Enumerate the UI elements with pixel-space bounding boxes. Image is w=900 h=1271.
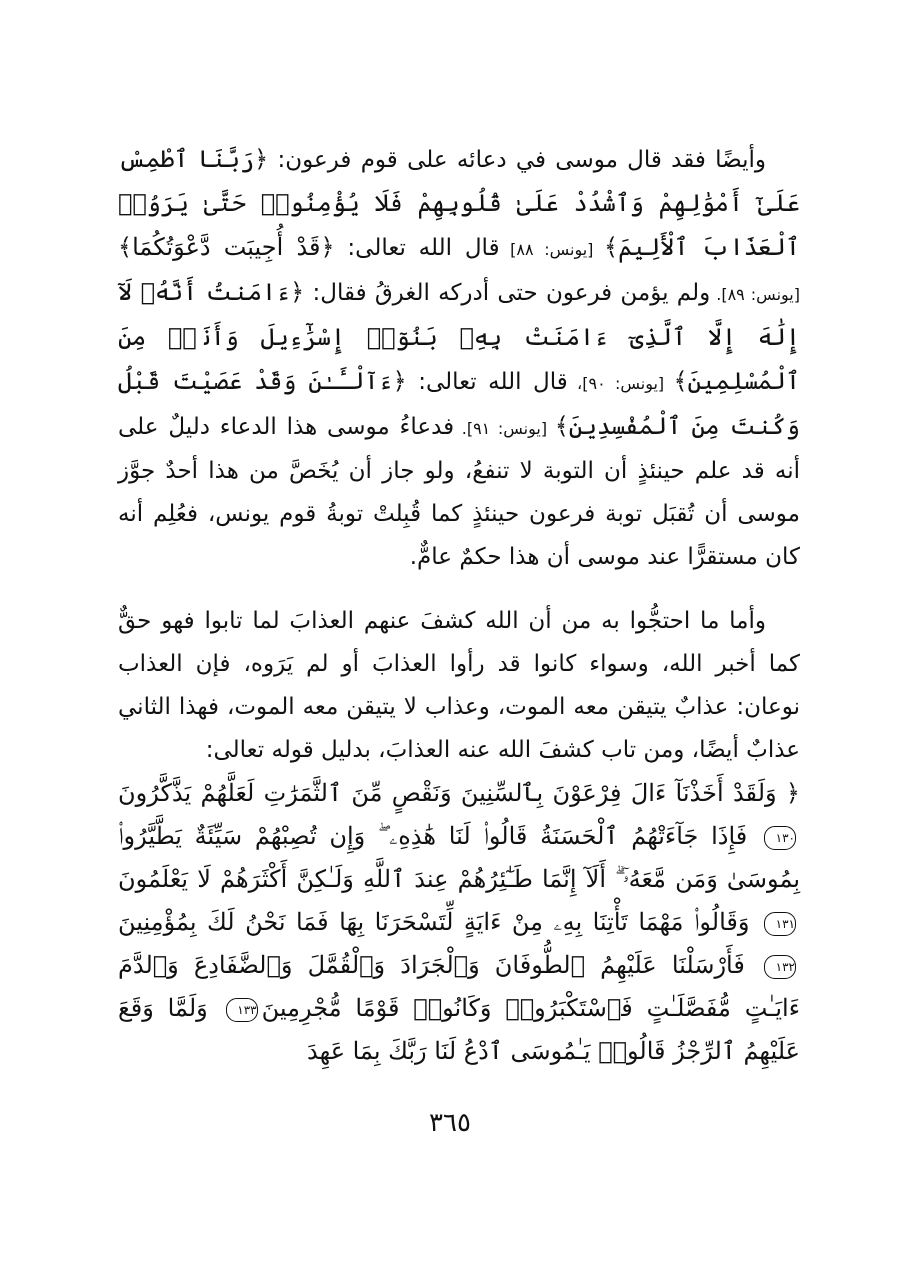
quran-verse: ﴿ءَآلْـَٔـٰنَ وَقَدْ عَصَيْتَ قَبْلُ وَكُنتَ مِنَ ٱلْمُفْسِدِينَ﴾: [118, 367, 800, 440]
verse-reference: [يونس: ٨٨]: [499, 240, 605, 259]
verse-reference: [يونس: ٩١].: [454, 419, 555, 438]
ayah-number-mark: ١٣١: [764, 912, 796, 936]
body-text: ولم يؤمن فرعون حتى أدركه الغرقُ فقال:: [304, 280, 711, 306]
ayah-number-mark: ١٣٠: [764, 826, 796, 850]
body-text: قال الله تعالى:: [406, 369, 568, 395]
paragraph: [118, 138, 800, 579]
quran-verse: ﴿قَدْ أُجِيبَت دَّعْوَتُكُمَا﴾: [118, 233, 335, 261]
ayah-number-mark: ١٣٣: [226, 998, 258, 1022]
page-number: ٣٦٥: [429, 1108, 471, 1138]
quran-verse: وَلَمَّا وَقَعَ عَلَيْهِمُ ٱلرِّجْزُ قَالُوا۟ يَـٰمُوسَى ٱدْعُ لَنَا رَبَّكَ بِمَا عَهِدَ: [118, 994, 800, 1065]
verse-reference: [يونس: ٨٩].: [710, 285, 800, 304]
body-text: قال الله تعالى:: [334, 235, 500, 261]
quran-verse: فَإِذَا جَآءَتْهُمُ ٱلْحَسَنَةُ قَالُوا۟ لَنَا هَٰذِهِۦ ۖ وَإِن تُصِبْهُمْ سَيِّئَةٌ يَطَّيَّرُوا۟ بِمُوسَىٰ وَمَن مَّعَهُۥٓ ۗ أَلَآ إِنَّمَا طَـٰٓئِرُهُمْ عِندَ ٱللَّهِ وَلَـٰكِنَّ أَكْثَرَهُمْ لَا يَعْلَمُونَ: [118, 822, 800, 893]
body-text: فدعاءُ موسى هذا الدعاء دليلٌ على أنه قد علم حينئذٍ أن التوبة لا تنفعُ، ولو جاز أن يُخَصَّ من هذا أحدٌ جوَّز موسى أن تُقبَل توبة فرعون حينئذٍ كما قُبِلتْ توبةُ قوم يونس، فعُلِم أنه كان مستقرًّا عند موسى أن هذا حكمٌ عامٌّ.: [118, 414, 800, 570]
quran-verse: ﴿ وَلَقَدْ أَخَذْنَآ ءَالَ فِرْعَوْنَ بِٱلسِّنِينَ وَنَقْصٍ مِّنَ ٱلثَّمَرَٰتِ لَعَلَّهُمْ يَذَّكَّرُونَ: [118, 779, 800, 807]
quran-verse: فَأَرْسَلْنَا عَلَيْهِمُ ٱلطُّوفَانَ وَٱلْجَرَادَ وَٱلْقُمَّلَ وَٱلضَّفَادِعَ وَٱلدَّمَ ءَايَـٰتٍ مُّفَصَّلَـٰتٍ فَٱسْتَكْبَرُوا۟ وَكَانُوا۟ قَوْمًا مُّجْرِمِينَ: [118, 951, 800, 1022]
ayah-number-mark: ١٣٢: [764, 955, 796, 979]
paragraphs: [118, 138, 800, 772]
quran-verse: ﴿رَبَّنَا ٱطْمِسْ عَلَىٰٓ أَمْوَٰلِهِمْ وَٱشْدُدْ عَلَىٰ قُلُوبِهِمْ فَلَا يُؤْمِنُوا۟ حَتَّىٰ يَرَوُا۟ ٱلْعَذَابَ ٱلْأَلِيمَ﴾: [118, 145, 800, 261]
paragraph: [118, 600, 800, 772]
body-text: وأما ما احتجُّوا به من أن الله كشفَ عنهم العذابَ لما تابوا فهو حقٌّ كما أخبر الله، وسواء كانوا قد رأوا العذابَ أو لم يَرَوه، فإن العذاب نوعان: عذابٌ يتيقن معه الموت، وعذاب لا يتيقن معه الموت، فهذا الثاني عذابٌ أيضًا، ومن تاب كشفَ الله عنه العذابَ، بدليل قوله تعالى:: [118, 608, 800, 763]
body-text: وأيضًا فقد قال موسى في دعائه على قوم فرعون:: [268, 147, 766, 173]
quran-verse: ﴿ءَامَنتُ أَنَّهُۥ لَآ إِلَٰهَ إِلَّا ٱلَّذِىٓ ءَامَنَتْ بِهِۦ بَنُوٓا۟ إِسْرَٰٓءِيلَ وَأَنَا۠ مِنَ ٱلْمُسْلِمِينَ﴾: [118, 278, 801, 395]
quran-verse: وَقَالُوا۟ مَهْمَا تَأْتِنَا بِهِۦ مِنْ ءَايَةٍ لِّتَسْحَرَنَا بِهَا فَمَا نَحْنُ لَكَ بِمُؤْمِنِينَ: [118, 908, 750, 936]
page-body: [118, 138, 800, 1073]
quran-block: [118, 772, 800, 1073]
verse-reference: [يونس: ٩٠]،: [567, 374, 674, 393]
